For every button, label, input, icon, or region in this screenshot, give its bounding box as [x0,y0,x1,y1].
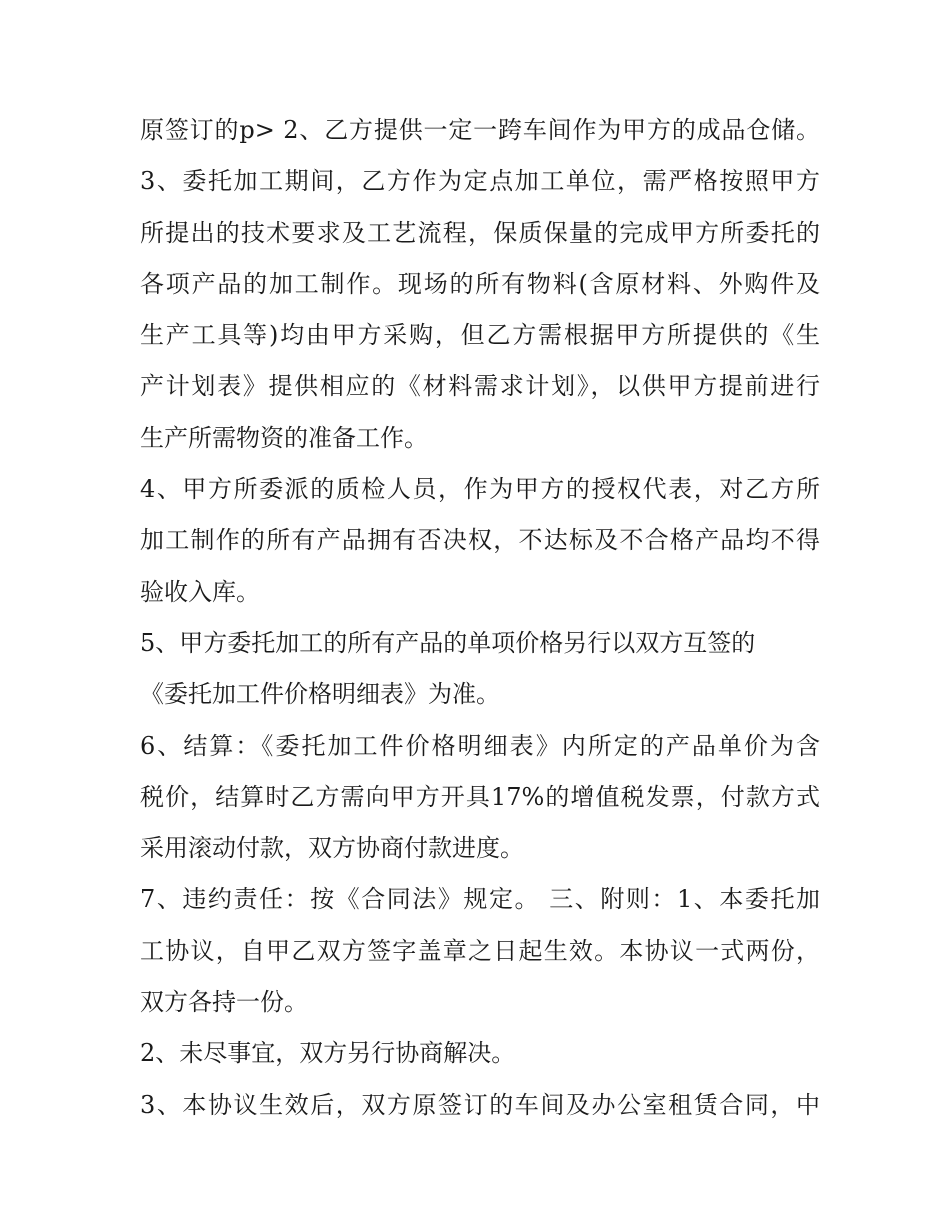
text-line: 5、甲方委托加工的所有产品的单项价格另行以双方互签的 [140,628,756,657]
text-line: 生产工具等)均由甲方采购，但乙方需根据甲方所提供的《生 [140,321,820,350]
text-line: 税价，结算时乙方需向甲方开具17%的增值税发票，付款方式 [140,782,820,811]
text-line: 2、未尽事宜，双方另行协商解决。 [140,1039,516,1068]
text-line: 加工制作的所有产品拥有否决权，不达标及不合格产品均不得 [140,526,820,555]
text-line: 6、结算：《委托加工件价格明细表》内所定的产品单价为含 [140,731,820,760]
text-line: 所提出的技术要求及工艺流程，保质保量的完成甲方所委托的 [140,218,820,247]
text-line: 各项产品的加工制作。现场的所有物料(含原材料、外购件及 [140,269,820,298]
text-line: 3、本协议生效后，双方原签订的车间及办公室租赁合同，中 [140,1090,820,1119]
text-line: 原签订的p> 2、乙方提供一定一跨车间作为甲方的成品仓储。 [140,116,820,144]
text-line: 验收入库。 [140,577,260,606]
document-body [140,105,820,1131]
text-line: 双方各持一份。 [140,988,308,1017]
text-line: 工协议，自甲乙双方签字盖章之日起生效。本协议一式两份， [140,936,820,965]
text-line: 4、甲方所委派的质检人员，作为甲方的授权代表，对乙方所 [140,475,820,504]
text-line: 采用滚动付款，双方协商付款进度。 [140,834,524,863]
text-line: 《委托加工件价格明细表》为准。 [140,680,500,709]
text-line: 3、委托加工期间，乙方作为定点加工单位，需严格按照甲方 [140,167,820,196]
text-line: 7、违约责任：按《合同法》规定。 三、附则：1、本委托加 [140,885,820,914]
text-line: 产计划表》提供相应的《材料需求计划》，以供甲方提前进行 [140,372,820,401]
text-line: 生产所需物资的准备工作。 [140,423,428,452]
